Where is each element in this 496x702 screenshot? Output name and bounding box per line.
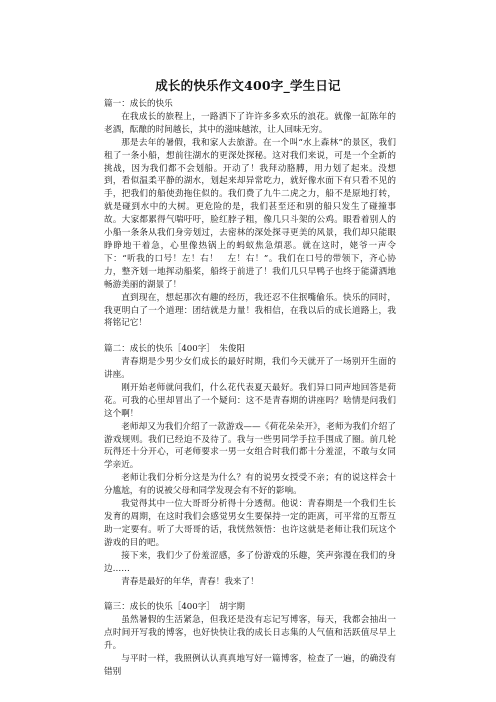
paragraph: 老师却又为我们介绍了一款游戏——《荷花朵朵开》，老师为我们介绍了游戏规则。我们已经迫不及待了。我与一些男同学手拉手围成了圈。前几轮玩得还十分开心，可老师要求一男一女组合时我们都十分羞涩，不敢与女同学亲近。 <box>104 421 396 471</box>
paragraph: 青春期是少男少女们成长的最好时期，我们今天就开了一场别开生面的讲座。 <box>104 357 396 381</box>
paragraph: 刚开始老师就问我们，什么花代表夏天最好。我们异口同声地回答是荷花。可我的心里却冒出了一个疑问：这不是青春期的讲座吗？啥情是问我们这个啊！ <box>104 382 396 419</box>
paragraph: 青春是最好的年华，青春！我来了！ <box>121 576 259 587</box>
section-heading: 篇二：成长的快乐［400字］ 朱俊阳 <box>104 344 246 355</box>
paragraph: 老师让我们分析分这是为什么？有的说男女授受不亲；有的说这样会十分尴尬，有的说被父母和同学发现会有不好的影响。 <box>104 473 396 497</box>
paragraph: 直到现在，想起那次有趣的经历，我还忍不住抿嘴偷乐。快乐的同时，我更明白了一个道理：团结就是力量！我相信，在我以后的成长道路上，我将铭记它！ <box>104 292 396 329</box>
article-body <box>104 98 396 679</box>
section-heading: 篇三：成长的快乐［400字］ 胡宇期 <box>104 602 246 613</box>
paragraph: 我觉得其中一位大哥哥分析得十分透彻。他说：青春期是一个我们生长发育的周期，在这时我们会感觉男女生要保持一定的距离，可平常的互帮互助一定要有。听了大哥哥的话，我恍然领悟：也许这就是老师让我们玩这个游戏的目的吧。 <box>104 499 396 548</box>
section-2 <box>104 343 396 588</box>
paragraph: 在我成长的旅程上，一路洒下了许许多多欢乐的浪花。就像一缸陈年的老酒，酝酿的时间越长，其中的滋味越浓，让人回味无穷。 <box>104 111 396 135</box>
section-1 <box>104 98 396 330</box>
section-spacer <box>104 588 396 601</box>
section-heading: 篇一：成长的快乐 <box>104 99 173 109</box>
paragraph: 接下来，我们少了份羞涩感，多了份游戏的乐趣，笑声弥漫在我们的身边…… <box>104 550 396 574</box>
paragraph: 那是去年的暑假，我和家人去旅游。在一个叫“水上森林”的景区，我们租了一条小船，想前往湖水的更深处探秘。这对我们来说，可是一个全新的挑战，因为我们都不会划船。开动了！我拜动胳膊，用力划了起来。没想到，看似温柔平静的湖水，划起来却异常吃力，就好像水面下有只看不见的手，把我们的船使劲拖住似的。我们费了九牛二虎之力，船不是原地打转，就是碰到水中的大树。更危险的是，我们甚至还和别的船只发生了碰撞事故。大家都累得气喘吁吁，脸红脖子粗，像几只斗架的公鸡。眼看着别人的小船一条条从我们身旁划过，去密林的深处探寻更美的风景，我们却只能眼睁睁地干着急，心里像热锅上的蚂蚁焦急煩恶。就在这时，姥爷一声令下：“听我的口号！左！右！ 左！右！”。我们在口号的带领下，齐心协力，整齐划一地挥动船桨，船终于前进了！我们几只早鸭子也终于能潇洒地畅游美丽的湖景了！ <box>104 137 396 290</box>
paragraph: 虽然暑假的生活紧急，但我还是没有忘记写博客，每天，我都会抽出一点时间开写我的博客，也好快快让我的成长日志集的人气值和活跃值尽早上升。 <box>104 615 396 652</box>
section-spacer <box>104 330 396 343</box>
section-3 <box>104 601 396 678</box>
paragraph: 与平时一样，我照例认认真真地写好一篇博客，检查了一遍，的确没有错别 <box>104 653 396 677</box>
page-title: 成长的快乐作文400字_学生日记 <box>155 78 341 93</box>
